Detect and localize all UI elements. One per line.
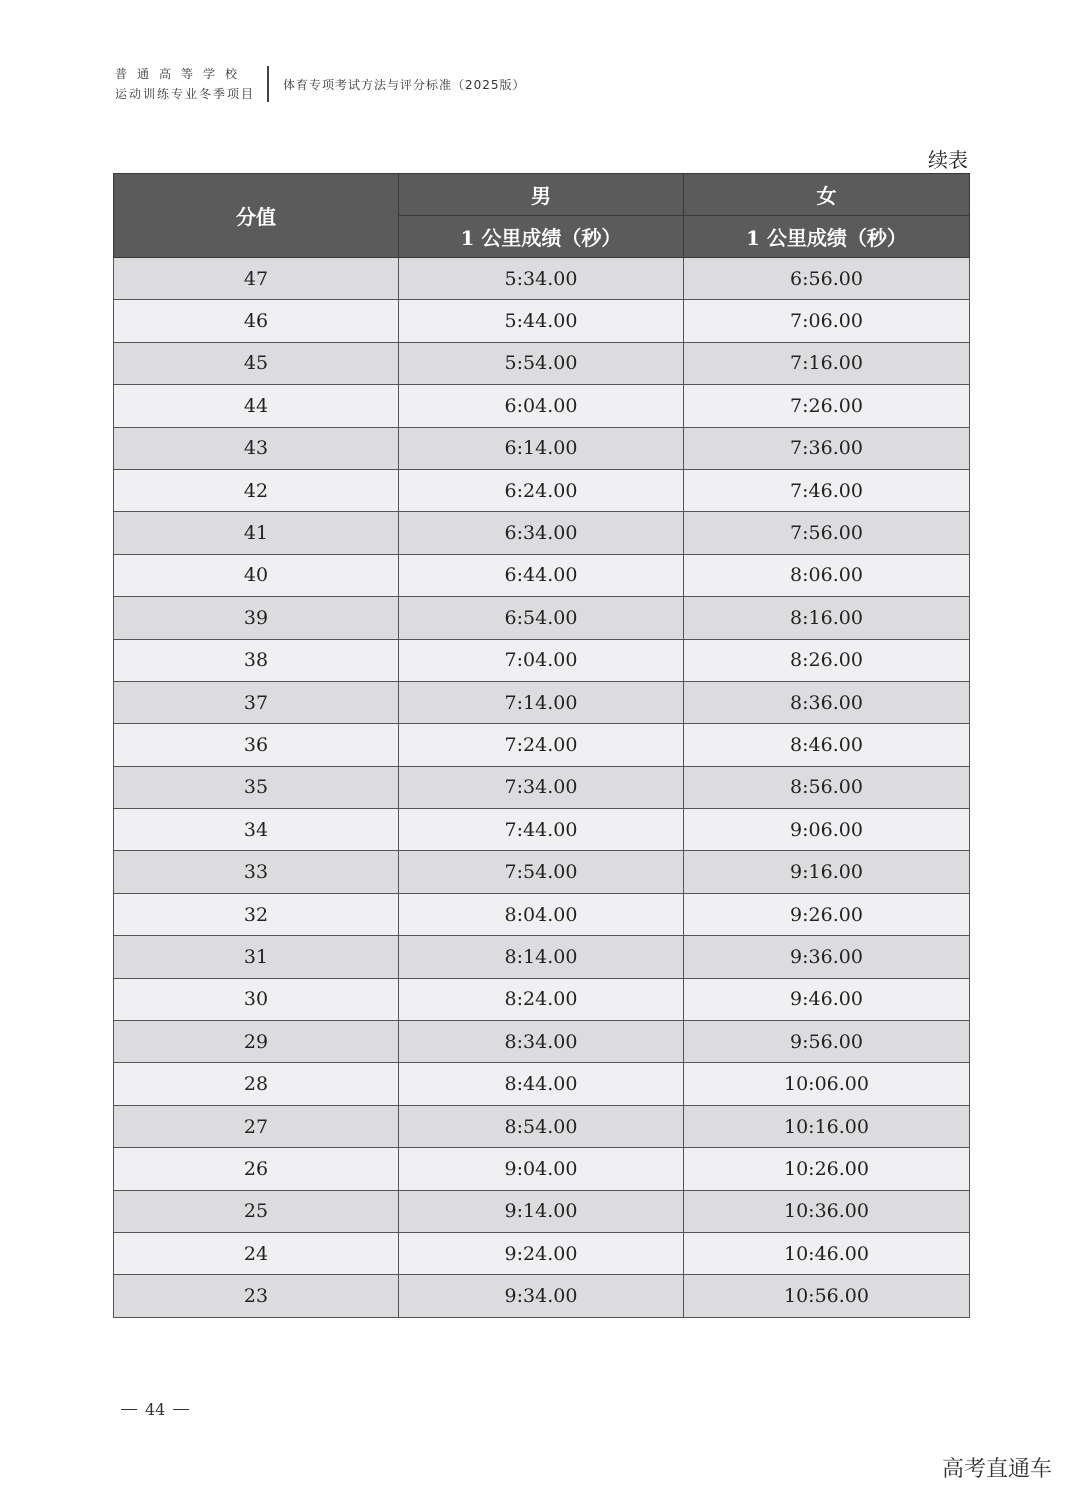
cell-male-time: 7:04.00 [399, 639, 684, 681]
subheader-female: 1 公里成绩（秒） [684, 216, 970, 258]
cell-female-time: 9:36.00 [684, 936, 970, 978]
cell-male-time: 8:44.00 [399, 1063, 684, 1105]
cell-female-time: 7:46.00 [684, 469, 970, 511]
table-row [114, 851, 970, 893]
cell-male-time: 5:54.00 [399, 342, 684, 384]
cell-score: 26 [114, 1148, 399, 1190]
cell-score: 28 [114, 1063, 399, 1105]
cell-score: 32 [114, 893, 399, 935]
table-row [114, 300, 970, 342]
footer-dash-left [121, 1409, 137, 1410]
page-header [115, 64, 526, 104]
cell-male-time: 8:54.00 [399, 1105, 684, 1147]
footer-dash-right [173, 1409, 189, 1410]
cell-male-time: 8:34.00 [399, 1021, 684, 1063]
header-score: 分值 [114, 174, 399, 258]
header-line-2: 运动训练专业冬季项目 [115, 87, 256, 101]
table-row [114, 1190, 970, 1232]
cell-male-time: 9:34.00 [399, 1275, 684, 1317]
cell-male-time: 9:14.00 [399, 1190, 684, 1232]
table-row [114, 1105, 970, 1147]
cell-score: 45 [114, 342, 399, 384]
table-row [114, 258, 970, 300]
table-row [114, 639, 970, 681]
cell-female-time: 7:06.00 [684, 300, 970, 342]
cell-score: 43 [114, 427, 399, 469]
cell-female-time: 7:56.00 [684, 512, 970, 554]
cell-male-time: 7:14.00 [399, 681, 684, 723]
cell-score: 39 [114, 597, 399, 639]
cell-female-time: 8:46.00 [684, 724, 970, 766]
cell-female-time: 8:26.00 [684, 639, 970, 681]
table-row [114, 469, 970, 511]
cell-male-time: 6:14.00 [399, 427, 684, 469]
page-number: 44 [145, 1400, 166, 1419]
header-left-block [115, 64, 255, 104]
cell-female-time: 10:26.00 [684, 1148, 970, 1190]
cell-score: 23 [114, 1275, 399, 1317]
table-row [114, 385, 970, 427]
cell-score: 37 [114, 681, 399, 723]
cell-score: 27 [114, 1105, 399, 1147]
cell-score: 46 [114, 300, 399, 342]
cell-male-time: 6:34.00 [399, 512, 684, 554]
cell-female-time: 7:16.00 [684, 342, 970, 384]
cell-male-time: 7:44.00 [399, 809, 684, 851]
cell-male-time: 6:44.00 [399, 554, 684, 596]
table-row [114, 936, 970, 978]
cell-male-time: 8:24.00 [399, 978, 684, 1020]
cell-female-time: 9:46.00 [684, 978, 970, 1020]
cell-score: 30 [114, 978, 399, 1020]
table-row [114, 1232, 970, 1274]
cell-male-time: 6:54.00 [399, 597, 684, 639]
cell-female-time: 7:26.00 [684, 385, 970, 427]
cell-score: 41 [114, 512, 399, 554]
cell-score: 36 [114, 724, 399, 766]
cell-score: 38 [114, 639, 399, 681]
table-body [114, 258, 970, 1318]
cell-female-time: 8:16.00 [684, 597, 970, 639]
cell-female-time: 8:36.00 [684, 681, 970, 723]
cell-male-time: 9:24.00 [399, 1232, 684, 1274]
cell-score: 40 [114, 554, 399, 596]
cell-female-time: 10:06.00 [684, 1063, 970, 1105]
cell-female-time: 9:56.00 [684, 1021, 970, 1063]
table-row [114, 342, 970, 384]
cell-score: 33 [114, 851, 399, 893]
table-row [114, 427, 970, 469]
header-line-1: 普通高等学校 [115, 67, 248, 81]
cell-female-time: 10:46.00 [684, 1232, 970, 1274]
cell-score: 42 [114, 469, 399, 511]
cell-male-time: 7:34.00 [399, 766, 684, 808]
cell-female-time: 8:56.00 [684, 766, 970, 808]
cell-male-time: 6:24.00 [399, 469, 684, 511]
table-header [114, 174, 970, 258]
cell-female-time: 7:36.00 [684, 427, 970, 469]
subheader-male: 1 公里成绩（秒） [399, 216, 684, 258]
cell-male-time: 7:24.00 [399, 724, 684, 766]
cell-score: 47 [114, 258, 399, 300]
cell-score: 34 [114, 809, 399, 851]
table-row [114, 554, 970, 596]
cell-score: 25 [114, 1190, 399, 1232]
header-divider [267, 66, 269, 102]
cell-male-time: 9:04.00 [399, 1148, 684, 1190]
table-row [114, 1063, 970, 1105]
cell-female-time: 9:26.00 [684, 893, 970, 935]
table-row [114, 1275, 970, 1317]
cell-score: 35 [114, 766, 399, 808]
cell-female-time: 10:16.00 [684, 1105, 970, 1147]
page-number-footer [113, 1400, 197, 1419]
cell-score: 44 [114, 385, 399, 427]
cell-score: 31 [114, 936, 399, 978]
table-row [114, 512, 970, 554]
cell-female-time: 10:36.00 [684, 1190, 970, 1232]
cell-male-time: 7:54.00 [399, 851, 684, 893]
cell-male-time: 5:44.00 [399, 300, 684, 342]
score-table [113, 173, 970, 1318]
header-male: 男 [399, 174, 684, 216]
table-row [114, 766, 970, 808]
watermark-text: 高考直通车 [941, 1457, 1052, 1482]
cell-male-time: 8:04.00 [399, 893, 684, 935]
table-row [114, 978, 970, 1020]
cell-female-time: 6:56.00 [684, 258, 970, 300]
cell-male-time: 5:34.00 [399, 258, 684, 300]
cell-male-time: 6:04.00 [399, 385, 684, 427]
continued-label: 续表 [928, 148, 968, 172]
table-row [114, 893, 970, 935]
table-row [114, 681, 970, 723]
cell-male-time: 8:14.00 [399, 936, 684, 978]
table-row [114, 1021, 970, 1063]
table-row [114, 809, 970, 851]
cell-female-time: 10:56.00 [684, 1275, 970, 1317]
header-title: 体育专项考试方法与评分标准（2025版） [283, 77, 526, 92]
table-row [114, 724, 970, 766]
cell-score: 24 [114, 1232, 399, 1274]
table-row [114, 597, 970, 639]
cell-score: 29 [114, 1021, 399, 1063]
cell-female-time: 8:06.00 [684, 554, 970, 596]
header-female: 女 [684, 174, 970, 216]
cell-female-time: 9:06.00 [684, 809, 970, 851]
table-row [114, 1148, 970, 1190]
cell-female-time: 9:16.00 [684, 851, 970, 893]
